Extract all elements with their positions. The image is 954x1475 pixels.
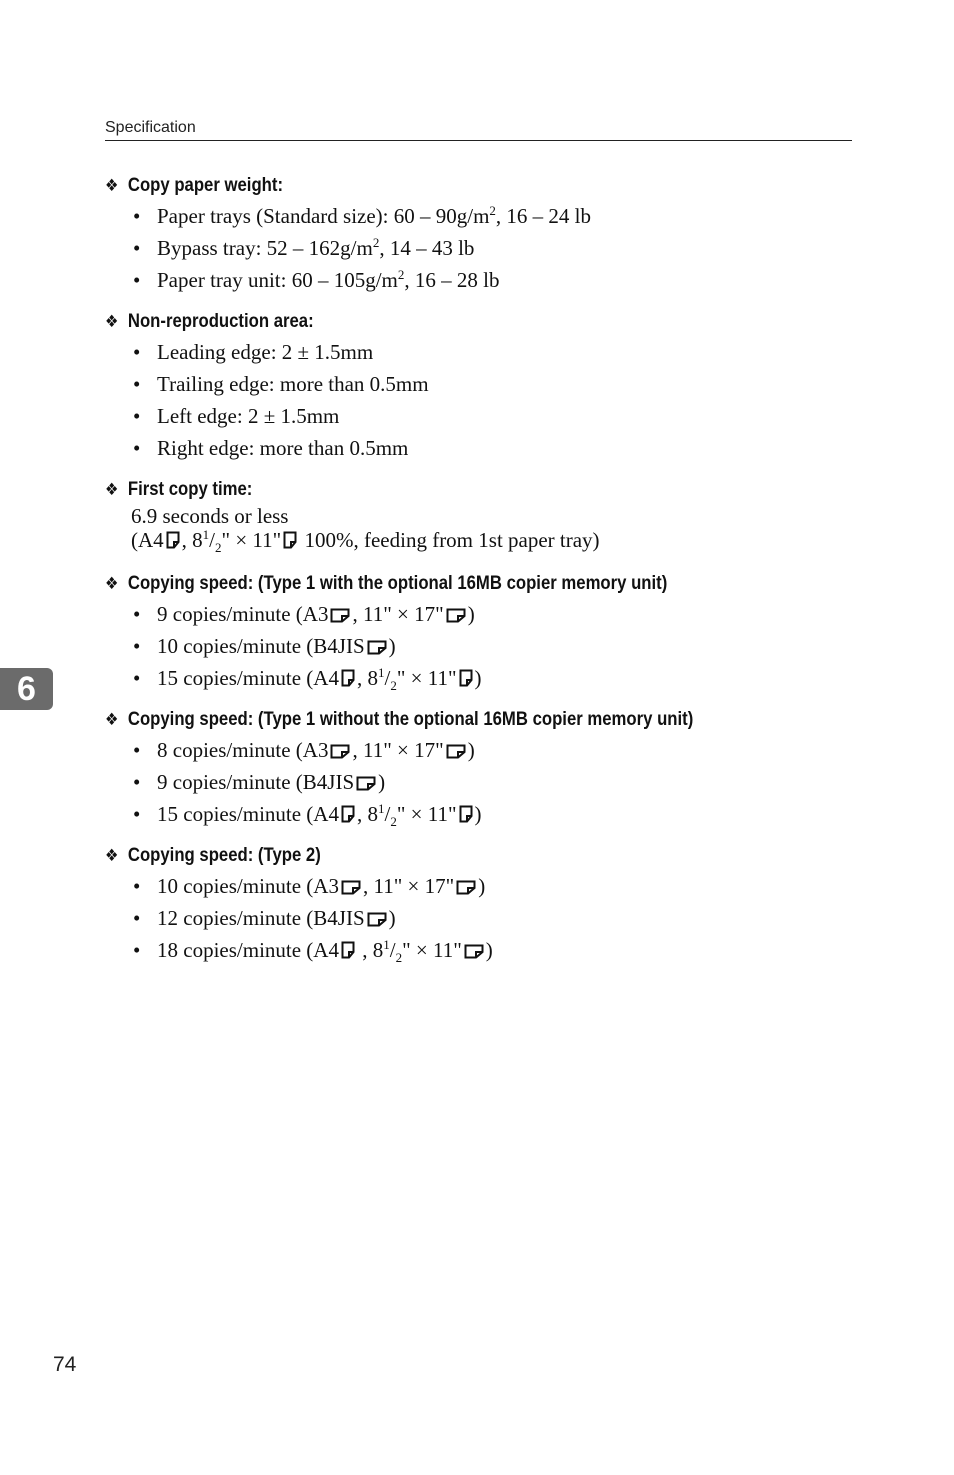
list-item: • Trailing edge: more than 0.5mm	[105, 368, 865, 400]
diamond-bullet-icon: ❖	[105, 176, 119, 196]
list-item: • Right edge: more than 0.5mm	[105, 432, 865, 464]
diamond-bullet-icon: ❖	[105, 480, 119, 500]
diamond-bullet-icon: ❖	[105, 710, 119, 730]
list-item: • 8 copies/minute (A3 , 11" × 17" )	[105, 734, 865, 766]
section-title: ❖ Copying speed: (Type 2)	[105, 842, 774, 870]
portrait-orientation-icon	[166, 531, 180, 549]
section-title: ❖ Copying speed: (Type 1 without the optional 16MB copier memory unit)	[105, 706, 774, 734]
landscape-orientation-icon	[446, 744, 466, 759]
section-speed-type1-without	[105, 706, 865, 830]
list-item: • 10 copies/minute (B4JIS )	[105, 630, 865, 662]
landscape-orientation-icon	[367, 912, 387, 927]
header	[105, 119, 852, 141]
portrait-orientation-icon	[341, 805, 355, 823]
section-first-copy-time	[105, 476, 865, 556]
section-title: ❖ Non-reproduction area:	[105, 308, 774, 336]
landscape-orientation-icon	[341, 880, 361, 895]
landscape-orientation-icon	[446, 608, 466, 623]
list-item: • Paper trays (Standard size): $60 - 90g/m^2$, 16 – 24 lb	[105, 200, 865, 232]
list-item: • 10 copies/minute (A3 , 11" × 17" )	[105, 870, 865, 902]
section-non-reproduction	[105, 308, 865, 464]
spec-content	[105, 172, 865, 978]
portrait-orientation-icon	[341, 941, 355, 959]
section-title: ❖ Copy paper weight:	[105, 172, 774, 200]
chapter-number: 6	[17, 669, 36, 708]
chapter-tab	[0, 668, 53, 710]
landscape-orientation-icon	[367, 640, 387, 655]
portrait-orientation-icon	[341, 669, 355, 687]
diamond-bullet-icon: ❖	[105, 846, 119, 866]
header-title: Specification	[105, 119, 196, 136]
list-item: • 9 copies/minute (B4JIS )	[105, 766, 865, 798]
section-paper-weight	[105, 172, 865, 296]
list-item: • 12 copies/minute (B4JIS )	[105, 902, 865, 934]
landscape-orientation-icon	[456, 880, 476, 895]
diamond-bullet-icon: ❖	[105, 312, 119, 332]
section-title: ❖ Copying speed: (Type 1 with the optional 16MB copier memory unit)	[105, 570, 774, 598]
landscape-orientation-icon	[330, 608, 350, 623]
list-item: • Left edge: 2 ± 1.5mm	[105, 400, 865, 432]
list-item: • Paper tray unit: $60 - 105g/m^2$, 16 – 28 lb	[105, 264, 865, 296]
list-item: • 15 copies/minute (A4 , $8^1/_2$" × 11" )	[105, 798, 865, 830]
landscape-orientation-icon	[356, 776, 376, 791]
landscape-orientation-icon	[464, 944, 484, 959]
landscape-orientation-icon	[330, 744, 350, 759]
page-number: 74	[53, 1353, 77, 1376]
portrait-orientation-icon	[459, 669, 473, 687]
list-item: • 15 copies/minute (A4 , $8^1/_2$" × 11" )	[105, 662, 865, 694]
list-item: • 18 copies/minute (A4 , $8^1/_2$" × 11" )	[105, 934, 865, 966]
section-speed-type1-with	[105, 570, 865, 694]
list-item: • 9 copies/minute (A3 , 11" × 17" )	[105, 598, 865, 630]
portrait-orientation-icon	[459, 805, 473, 823]
first-copy-value: 6.9 seconds or less	[131, 504, 289, 528]
section-title: ❖ First copy time:	[105, 476, 774, 504]
portrait-orientation-icon	[283, 531, 297, 549]
section-speed-type2	[105, 842, 865, 966]
first-copy-condition: (A4 , $8^1/_2$" × 11" 100%, feeding from 1st paper tray)	[131, 527, 600, 556]
diamond-bullet-icon: ❖	[105, 574, 119, 594]
list-item: • Bypass tray: $52 - 162g/m^2$, 14 – 43 lb	[105, 232, 865, 264]
list-item: • Leading edge: 2 ± 1.5mm	[105, 336, 865, 368]
